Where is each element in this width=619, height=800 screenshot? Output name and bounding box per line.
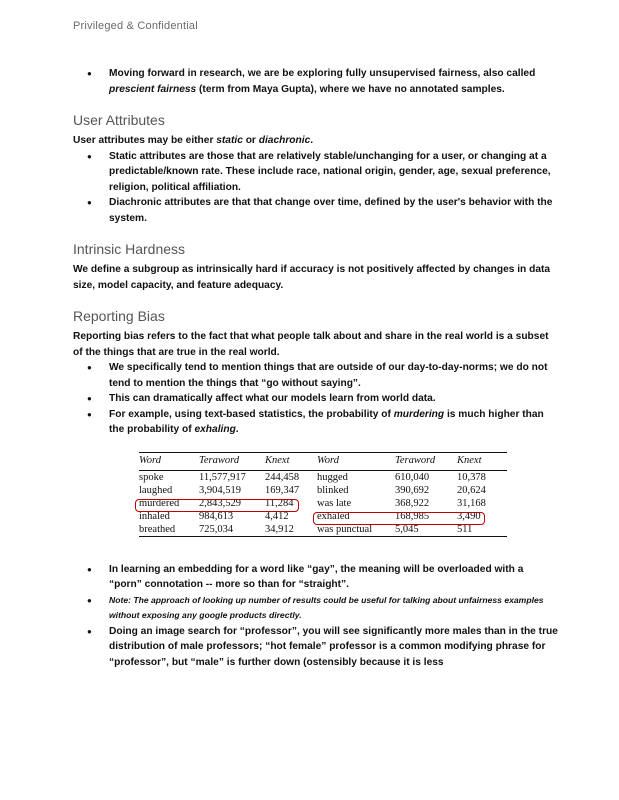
example-emphasis-murdering: murdering (393, 408, 445, 420)
column-header: Word (139, 452, 199, 470)
column-header: Word (317, 452, 395, 470)
list-item: ● This can dramatically affect what our models learn from world data. (73, 391, 558, 407)
list-item (73, 66, 558, 97)
table-header-row (317, 452, 507, 470)
intro-text-end: (term from Maya Gupta), where we have no annotated samples. (196, 83, 505, 95)
list-item: ● Diachronic attributes are that that change over time, defined by the user's behavior with the system. (73, 195, 558, 226)
section-heading-reporting-bias: Reporting Bias (73, 308, 165, 324)
table-row (139, 523, 317, 537)
table-cell: murdered (139, 497, 180, 509)
table-cell: 11,284 (265, 497, 294, 509)
table-cell: was punctual (317, 523, 373, 535)
intro-list (73, 66, 558, 97)
table-cell: 244,458 (265, 471, 300, 483)
table-cell: breathed (139, 523, 176, 535)
list-item: ● Doing an image search for “professor”, you will see significantly more males than in the true distribution of male professors; “hot female” professor is a common modifying phrase for “professor”, but “male” is further down (ostensibly because it is less (73, 624, 558, 671)
word-frequency-tables (73, 452, 558, 552)
table-row (317, 523, 507, 537)
table-row (139, 484, 317, 497)
table-cell: 10,378 (457, 471, 486, 483)
table-cell: 725,034 (199, 523, 234, 535)
table-cell: 511 (457, 523, 473, 535)
reporting-bias-text: Reporting bias refers to the fact that what people talk about and share in the real world is a subset of the things that are true in the real world. (73, 331, 549, 358)
list-item: ● Static attributes are those that are relatively stable/unchanging for a user, or changing at a predictable/known rate. These include race, national origin, gender, age, sexual preference, religion, political affiliation. (73, 149, 558, 196)
table-cell: 5,045 (395, 523, 419, 535)
example-emphasis-exhaling: exhaling (194, 424, 236, 435)
closing-list (73, 562, 558, 671)
reporting-bias-list (73, 360, 558, 438)
user-attributes-list (73, 149, 558, 227)
table-cell: hugged (317, 471, 348, 483)
table-cell: 20,624 (457, 484, 486, 496)
table-cell: 984,613 (199, 510, 234, 522)
table-cell: 169,347 (265, 484, 300, 496)
intro-emphasis: prescient fairness (109, 83, 197, 95)
table-cell: laughed (139, 484, 173, 496)
example-text-mid: is much higher than the probability of (109, 408, 544, 435)
column-header: Knext (265, 452, 317, 470)
lead-emphasis-diachronic: diachronic (258, 135, 311, 146)
table-cell: 34,912 (265, 523, 294, 535)
table-cell: blinked (317, 484, 349, 496)
table-cell: 11,577,917 (199, 471, 246, 483)
word-frequency-table-left (139, 452, 317, 537)
column-header: Teraword (395, 452, 457, 470)
example-text-end: . (235, 424, 239, 435)
list-item: ● We specifically tend to mention things that are outside of our day-to-day-norms; we do not tend to mention the things that “go without saying”. (73, 360, 558, 391)
column-header: Teraword (199, 452, 265, 470)
table-cell: spoke (139, 471, 164, 483)
example-text: For example, using text-based statistics, the probability of (109, 408, 394, 420)
table-row (317, 470, 507, 484)
column-header: Knext (457, 452, 507, 470)
table-cell: inhaled (139, 510, 170, 522)
highlight-box-exhaled (313, 512, 485, 525)
table-cell: 2,843,529 (199, 497, 241, 509)
user-attributes-lead (73, 133, 558, 149)
highlight-box-murdered (135, 499, 299, 512)
list-item: ● In learning an embedding for a word like “gay”, the meaning will be overloaded with a “porn” connotation -- more so than for “straight”. (73, 562, 558, 593)
table-header-row (139, 452, 317, 470)
table-row (317, 497, 507, 510)
confidentiality-header: Privileged & Confidential (73, 20, 198, 32)
lead-text: User attributes may be either (73, 135, 217, 146)
table-cell: 610,040 (395, 471, 430, 483)
table-cell: 31,168 (457, 497, 486, 509)
table-cell: 390,692 (395, 484, 430, 496)
section-heading-user-attributes: User Attributes (73, 112, 165, 128)
lead-emphasis-static: static (216, 135, 243, 146)
table-row (139, 470, 317, 484)
intro-text: Moving forward in research, we are be exploring fully unsupervised fairness, also called (109, 68, 536, 79)
document-body (73, 66, 558, 670)
intrinsic-hardness-text: We define a subgroup as intrinsically hard if accuracy is not positively affected by changes in data size, model capacity, and feature adequacy. (73, 264, 551, 291)
table-cell: 368,922 (395, 497, 430, 509)
section-heading-intrinsic-hardness: Intrinsic Hardness (73, 241, 186, 257)
table-cell: 3,490 (457, 510, 481, 522)
table-cell: 168,985 (395, 510, 430, 522)
table-cell: 3,904,519 (199, 484, 241, 496)
lead-text-end: . (310, 135, 314, 146)
table-row (317, 484, 507, 497)
list-item (73, 407, 558, 438)
lead-text-mid: or (242, 135, 259, 146)
table-cell: was late (317, 497, 352, 509)
list-item-note: ● Note: The approach of looking up number of results could be useful for talking about unfairness examples without exposing any google products directly. (73, 593, 558, 624)
table-cell: exhaled (317, 510, 350, 522)
table-cell: 4,412 (265, 510, 289, 522)
